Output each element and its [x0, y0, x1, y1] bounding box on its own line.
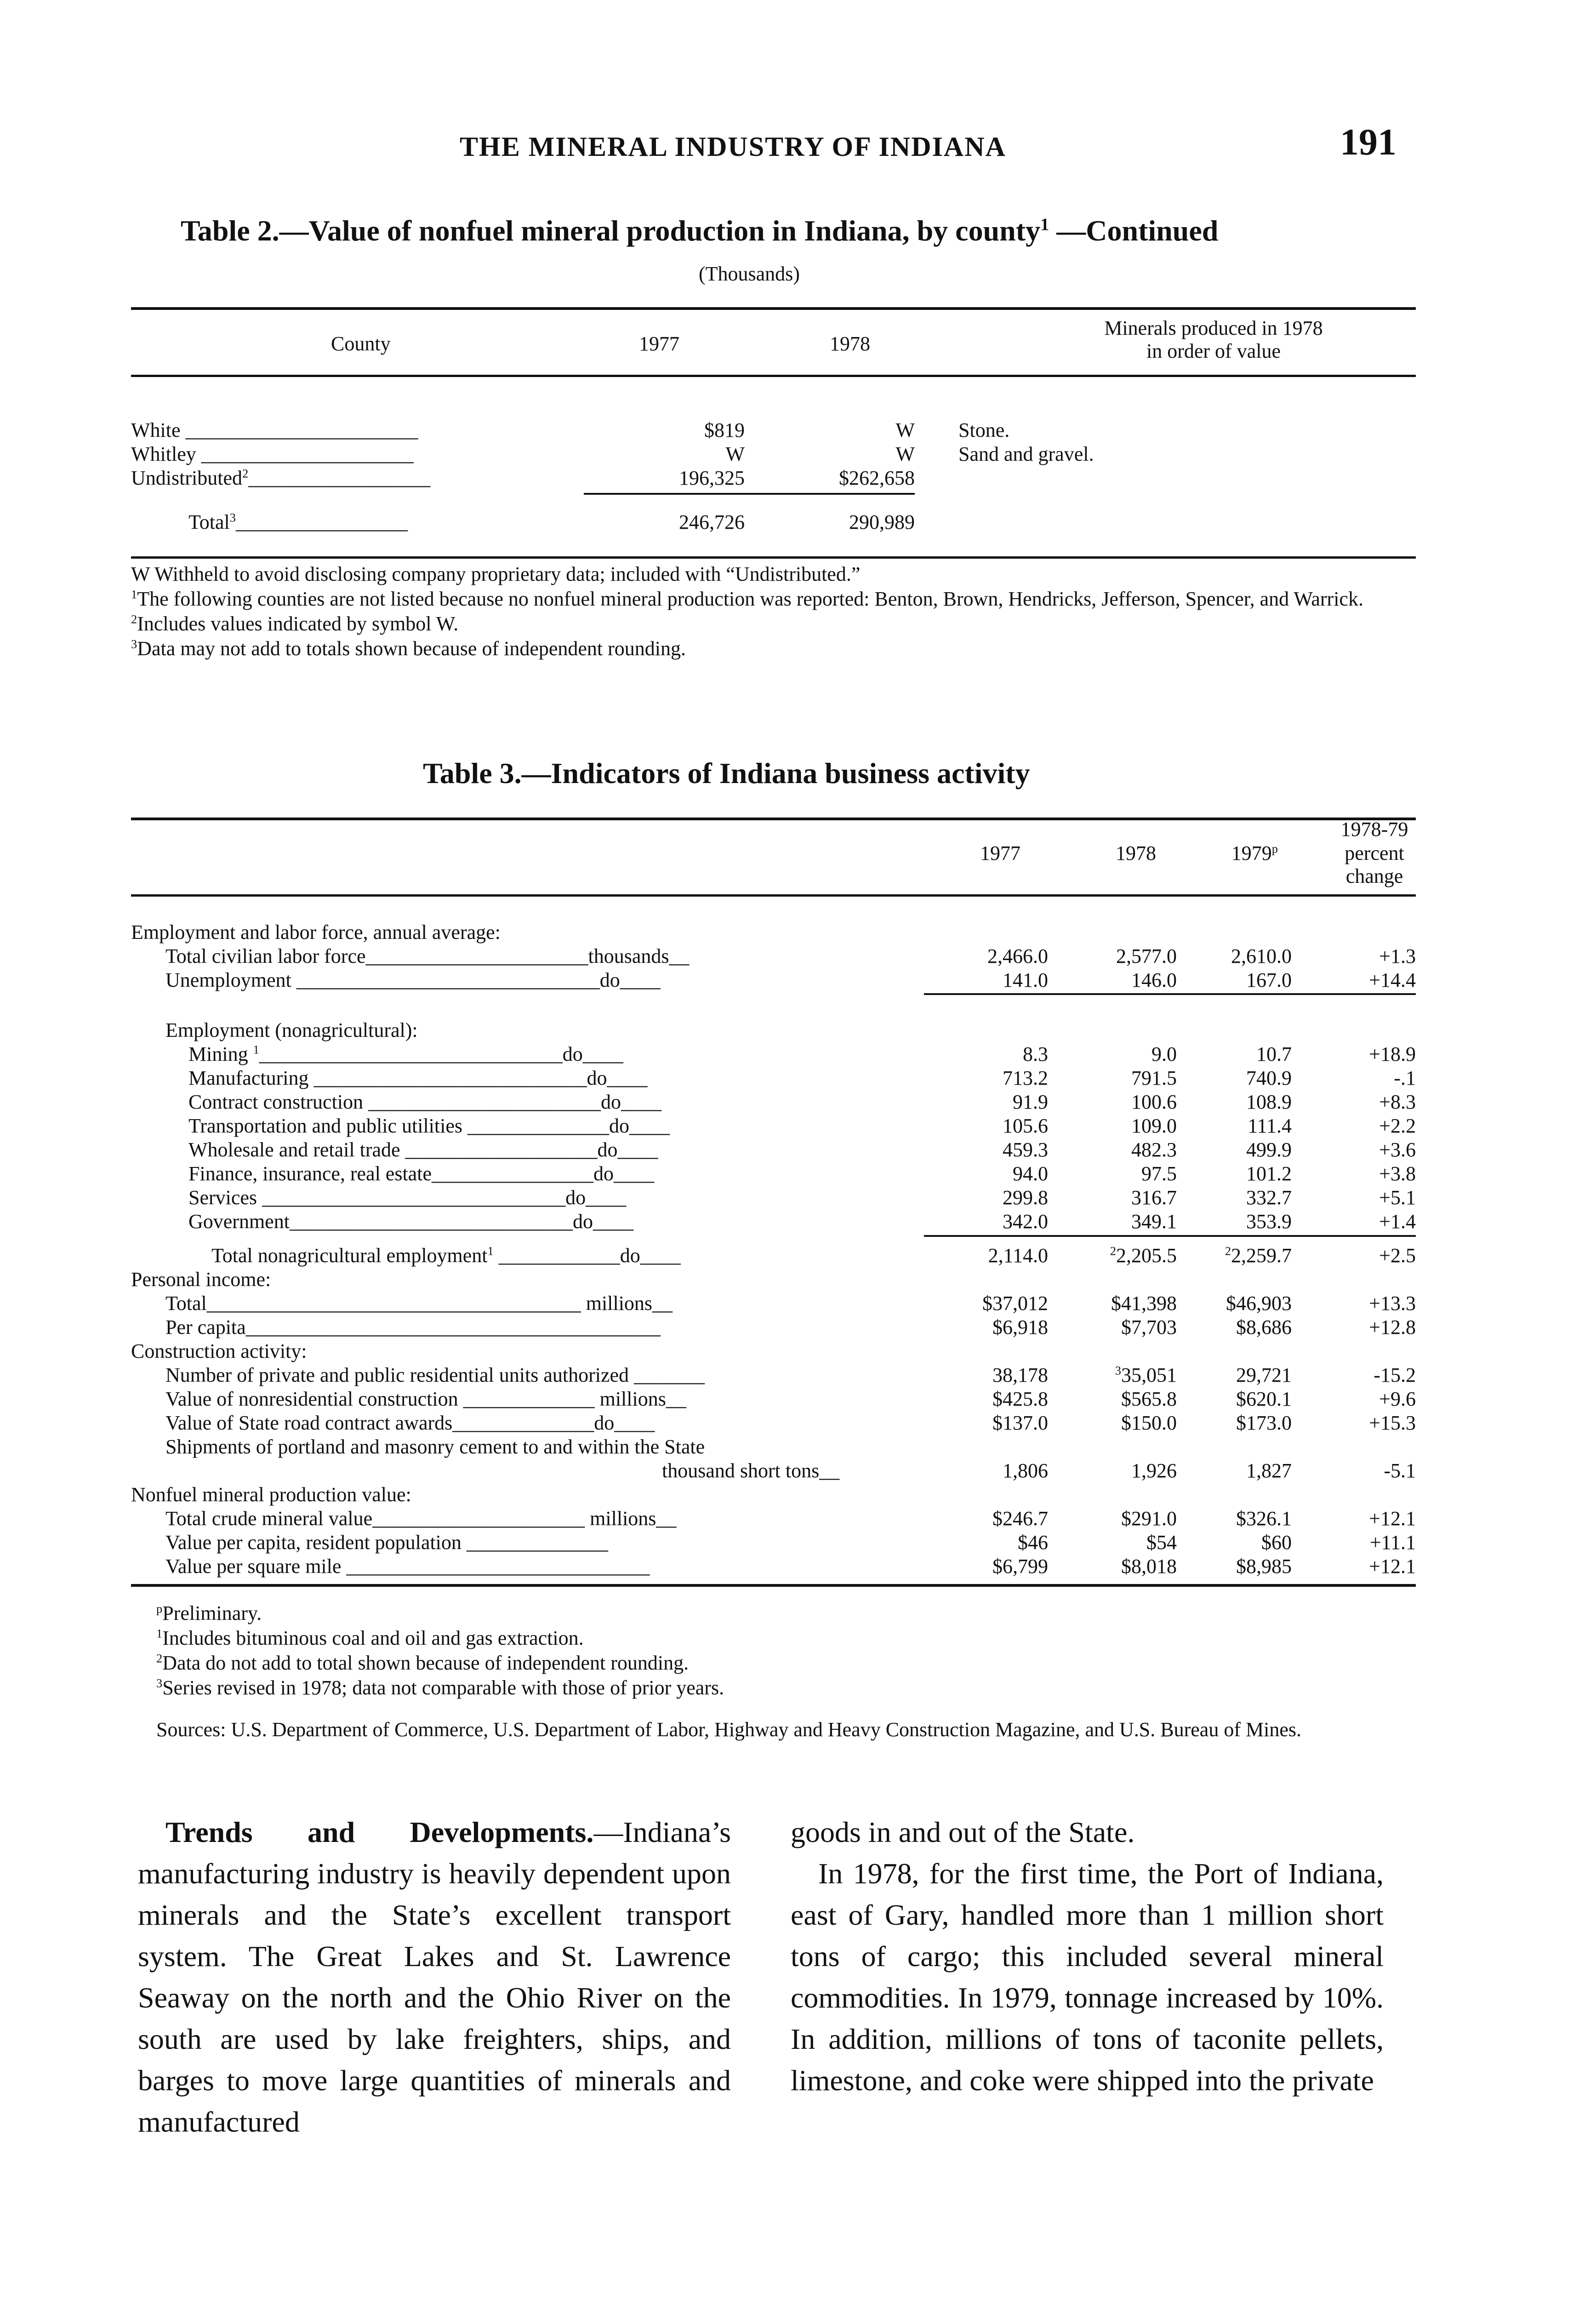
label-text: Value of State road contract awards	[165, 1412, 453, 1434]
value-change: +14.4	[1369, 969, 1416, 991]
footnote-mark: 1	[253, 1042, 259, 1057]
value-1979: 111.4	[1248, 1115, 1292, 1137]
row-label	[165, 1387, 915, 1411]
value-1978	[1053, 1244, 1177, 1268]
value-1978: 1,926	[1131, 1459, 1177, 1482]
footnote-mark: 2	[1110, 1244, 1116, 1258]
row-label	[165, 944, 915, 968]
row-contract-construction	[0, 1090, 1596, 1114]
row-label	[165, 1363, 915, 1387]
value-1979: 1,827	[1246, 1459, 1292, 1482]
footnote-text: Data do not add to total shown because of independent rounding.	[162, 1652, 689, 1674]
section-employment-nonag: Employment (nonagricultural):	[165, 1019, 418, 1041]
leader-dots: _________________________________________	[245, 1316, 661, 1338]
value-1978: 9.0	[1151, 1043, 1177, 1065]
value-1979: 332.7	[1246, 1186, 1292, 1209]
row-manufacturing	[0, 1066, 1596, 1090]
value-change: +15.3	[1369, 1412, 1416, 1434]
table2-header-1977: 1977	[639, 332, 679, 355]
value-1977: 105.6	[1003, 1115, 1048, 1137]
unit-text: millions__	[599, 1388, 686, 1410]
total-label: Total	[188, 511, 230, 533]
value-1977: 2,466.0	[987, 945, 1048, 967]
unit-text: do____	[562, 1043, 623, 1065]
leader-dots: ______________________	[365, 945, 588, 967]
label-text: Total civilian labor force	[165, 945, 366, 967]
label-text: Per capita	[165, 1316, 246, 1338]
value-change: -15.2	[1374, 1364, 1416, 1386]
unit-text: do____	[572, 1210, 633, 1233]
value-change: +2.2	[1379, 1115, 1416, 1137]
footnote-text: Series revised in 1978; data not comparable with those of prior years.	[162, 1676, 724, 1699]
value-1978: 2,577.0	[1116, 945, 1177, 967]
label-text: Manufacturing	[188, 1067, 309, 1089]
table3-title: Table 3.—Indicators of Indiana business activity	[423, 757, 1030, 789]
label-text: Transportation and public utilities	[188, 1115, 462, 1137]
table2-title-suffix: —Continued	[1049, 214, 1219, 247]
value-text: 35,051	[1121, 1364, 1177, 1386]
footnote-text: Preliminary.	[162, 1602, 262, 1624]
footnote-mark: 2	[131, 612, 137, 626]
table3-subtotal-rule-1	[924, 993, 1416, 995]
page-number: 191	[1340, 121, 1396, 163]
value-1977: $6,799	[992, 1555, 1048, 1578]
value-change: +13.3	[1369, 1292, 1416, 1315]
row-residential-units	[0, 1363, 1596, 1387]
unit-text: do____	[620, 1244, 681, 1267]
value-1978: $8,018	[1121, 1555, 1177, 1578]
footnote-mark: 1	[131, 587, 137, 601]
table3-bottom-rule	[131, 1584, 1416, 1587]
value-1979: $620.1	[1236, 1388, 1292, 1410]
value-1977: 94.0	[1013, 1162, 1048, 1185]
label-text: Total	[165, 1292, 207, 1315]
table2-undistributed-1977: 196,325	[679, 467, 745, 489]
label-text: Total crude mineral value	[165, 1507, 373, 1530]
leader-dots: ______________________________	[346, 1555, 650, 1578]
value-1977: 342.0	[1003, 1210, 1048, 1233]
leader-dots: _______________________	[368, 1091, 601, 1113]
footnote-text: W Withheld to avoid disclosing company proprietary data; included with “Undistributed.”	[131, 563, 861, 585]
leader-dots: ________________	[431, 1162, 593, 1185]
footnote-mark: 2	[1225, 1244, 1231, 1258]
leader-dots: __________________	[248, 467, 431, 489]
table2-top-rule	[131, 307, 1416, 310]
value-1977: $425.8	[992, 1388, 1048, 1410]
table3-header-1978: 1978	[1116, 842, 1156, 864]
label-text: Value of nonresidential construction	[165, 1388, 458, 1410]
table2-header-1978: 1978	[830, 332, 870, 355]
table3-subtotal-rule-2	[924, 1235, 1416, 1237]
table3-footnote-2	[156, 1651, 1416, 1676]
table2-header-minerals-2: in order of value	[1146, 340, 1281, 362]
table2-undistributed-1978: $262,658	[839, 467, 915, 489]
value-1978: $150.0	[1121, 1412, 1177, 1434]
row-total-nonag	[0, 1244, 1596, 1268]
footnote-text: The following counties are not listed because no nonfuel mineral production was reported: Benton, Brown, Hendricks, Jefferson, Spencer, and Warrick.	[137, 588, 1363, 610]
row-label: thousand short tons__	[662, 1459, 840, 1482]
row-nonresidential	[0, 1387, 1596, 1411]
value-1977: 141.0	[1003, 969, 1048, 991]
value-change: -.1	[1394, 1067, 1416, 1089]
footnote-mark: p	[1271, 841, 1278, 856]
value-change: -5.1	[1384, 1459, 1416, 1482]
label-text: Government	[188, 1210, 290, 1233]
footnote-mark: 3	[1115, 1363, 1121, 1378]
table2-header-rule	[131, 375, 1416, 377]
table2-row-white	[131, 418, 581, 442]
table3-header-change-1: 1978-79	[1340, 818, 1408, 841]
row-road-contracts	[0, 1411, 1596, 1435]
row-wholesale	[0, 1138, 1596, 1162]
value-1979: 499.9	[1246, 1138, 1292, 1161]
leader-dots: _____________________	[372, 1507, 585, 1530]
leader-dots: _________________	[236, 511, 408, 533]
table2-header-county: County	[331, 332, 391, 355]
row-label	[188, 1114, 915, 1138]
footnote-mark: 2	[242, 466, 249, 480]
footnote-mark: 3	[131, 637, 137, 651]
value-1979: 29,721	[1236, 1364, 1292, 1386]
row-labor-force	[0, 944, 1596, 968]
value-text: 2,259.7	[1231, 1244, 1292, 1267]
leader-dots: ______________________________	[262, 1186, 566, 1209]
row-label	[188, 1210, 915, 1234]
row-label	[165, 1315, 915, 1339]
value-1978: 316.7	[1131, 1186, 1177, 1209]
value-1979: $60	[1261, 1531, 1292, 1554]
body-column-1	[138, 1812, 731, 2143]
table2-row-total	[188, 510, 584, 534]
table2-row-undistributed	[131, 466, 581, 490]
value-1977: 2,114.0	[988, 1244, 1048, 1267]
header-1979-text: 1979	[1231, 842, 1272, 864]
value-1979: 167.0	[1246, 969, 1292, 991]
footnote-mark: 1	[156, 1626, 163, 1641]
value-change: +9.6	[1379, 1388, 1416, 1410]
table3-header-rule	[131, 894, 1416, 897]
value-change: +12.8	[1369, 1316, 1416, 1338]
leader-dots: _____________________	[201, 443, 414, 465]
unit-text: do____	[609, 1115, 670, 1137]
table2-footnote-1	[131, 587, 1418, 612]
value-1978: $7,703	[1121, 1316, 1177, 1338]
table2-title	[181, 214, 1218, 248]
row-services	[0, 1186, 1596, 1210]
value-1979: $8,985	[1236, 1555, 1292, 1578]
row-label	[211, 1244, 915, 1268]
table2-whitley-1978: W	[895, 443, 915, 465]
value-1979: 2,610.0	[1231, 945, 1292, 967]
footnote-text: Includes values indicated by symbol W.	[137, 612, 459, 635]
row-value-per-capita	[0, 1531, 1596, 1555]
table3-footnotes	[156, 1601, 1416, 1700]
label-text: Total nonagricultural employment	[211, 1244, 488, 1267]
unit-text: do____	[587, 1067, 648, 1089]
value-1978: $54	[1146, 1531, 1177, 1554]
table3-footnote-p	[156, 1601, 1416, 1626]
value-1977: $137.0	[992, 1412, 1048, 1434]
row-value-per-sq-mile	[0, 1555, 1596, 1578]
footnote-text: Includes bituminous coal and oil and gas extraction.	[162, 1627, 584, 1649]
body-column-2	[791, 1812, 1384, 2101]
paragraph-text: In 1978, for the first time, the Port of Indiana, east of Gary, handled more than 1 million short tons of cargo; this included several mineral commodities. In 1979, tonnage increased by 10%. In addition, millions of tons of taconite pellets, limestone, and coke were shipped into the private	[791, 1857, 1384, 2097]
row-cement	[0, 1459, 1596, 1483]
value-1977: 299.8	[1003, 1186, 1048, 1209]
value-1979: $173.0	[1236, 1412, 1292, 1434]
table2-footnote-w	[131, 562, 1418, 587]
table2-whitley-minerals: Sand and gravel.	[958, 443, 1094, 465]
row-transportation	[0, 1114, 1596, 1138]
value-1978: $291.0	[1121, 1507, 1177, 1530]
county-name: White	[131, 419, 181, 441]
value-1978: 791.5	[1131, 1067, 1177, 1089]
table3-footnote-3	[156, 1676, 1416, 1700]
table2-header-minerals-1: Minerals produced in 1978	[1104, 317, 1323, 339]
label-text: Mining	[188, 1043, 248, 1065]
leader-dots: _____________	[463, 1388, 595, 1410]
label-text: Number of private and public residential units authorized	[165, 1364, 629, 1386]
table3-footnote-1	[156, 1626, 1416, 1651]
section-personal-income: Personal income:	[131, 1268, 271, 1291]
label-text: Unemployment	[165, 969, 291, 991]
leader-dots: _____________________________________	[206, 1292, 581, 1315]
table2-title-text: Table 2.—Value of nonfuel mineral production in Indiana, by county	[181, 214, 1041, 247]
leader-dots: ______________________________	[296, 969, 600, 991]
value-change: +3.8	[1379, 1162, 1416, 1185]
row-unemployment	[0, 968, 1596, 992]
unit-text: do____	[597, 1138, 658, 1161]
footnote-mark: 3	[229, 510, 236, 525]
value-1977: 713.2	[1003, 1067, 1048, 1089]
footnote-text: Data may not add to totals shown because of independent rounding.	[137, 637, 686, 660]
table3-top-rule	[131, 818, 1416, 820]
unit-text: millions__	[586, 1292, 673, 1315]
leader-dots: ______________	[452, 1412, 594, 1434]
row-label	[165, 1411, 915, 1435]
table2-footnotes	[131, 562, 1418, 661]
row-cement-label-line1: Shipments of portland and masonry cement to and within the State	[165, 1435, 705, 1458]
value-1977: 8.3	[1023, 1043, 1048, 1065]
table3-header-change-3: change	[1345, 865, 1403, 887]
table3-header-change-2: percent	[1345, 842, 1404, 864]
row-label	[188, 1138, 915, 1162]
table2-total-1978: 290,989	[849, 511, 915, 533]
value-change: +12.1	[1369, 1507, 1416, 1530]
value-1977: $46	[1018, 1531, 1048, 1554]
unit-text: millions__	[590, 1507, 677, 1530]
table2-subtitle: (Thousands)	[699, 263, 800, 285]
value-1978: 109.0	[1131, 1115, 1177, 1137]
unit-text: do____	[594, 1412, 655, 1434]
row-label	[188, 1186, 915, 1210]
value-change: +18.9	[1369, 1043, 1416, 1065]
paragraph-continuation: goods in and out of the State.	[791, 1816, 1135, 1848]
table3-sources: Sources: U.S. Department of Commerce, U.S. Department of Labor, Highway and Heavy Construction Magazine, and U.S. Bureau of Mines.	[156, 1718, 1301, 1741]
table2-white-minerals: Stone.	[958, 419, 1010, 441]
table3-header-1977: 1977	[980, 842, 1020, 864]
leader-dots: ___________________	[405, 1138, 598, 1161]
county-name: Whitley	[131, 443, 196, 465]
unit-text: do____	[599, 969, 661, 991]
value-1979: 353.9	[1246, 1210, 1292, 1233]
value-1978: $565.8	[1121, 1388, 1177, 1410]
row-label	[188, 1162, 915, 1186]
label-text: Finance, insurance, real estate	[188, 1162, 432, 1185]
value-1979: $326.1	[1236, 1507, 1292, 1530]
unit-text: thousands__	[588, 945, 690, 967]
row-crude-mineral	[0, 1507, 1596, 1531]
leader-dots: ______________	[466, 1531, 608, 1554]
value-1977: 1,806	[1003, 1459, 1048, 1482]
row-label	[165, 968, 915, 992]
footnote-mark: 2	[156, 1651, 163, 1665]
value-1977: 38,178	[992, 1364, 1048, 1386]
section-heading: Trends and Developments.	[165, 1816, 594, 1848]
value-1978: 349.1	[1131, 1210, 1177, 1233]
leader-dots: ______________	[467, 1115, 609, 1137]
running-title: THE MINERAL INDUSTRY OF INDIANA	[460, 132, 1006, 162]
row-label	[165, 1507, 915, 1531]
table2-title-sup: 1	[1040, 215, 1049, 234]
table2-total-rule	[584, 493, 915, 495]
table2-footnote-3	[131, 636, 1418, 661]
row-income-total	[0, 1292, 1596, 1315]
value-1977: $37,012	[982, 1292, 1048, 1315]
row-mining	[0, 1042, 1596, 1066]
row-finance	[0, 1162, 1596, 1186]
value-change: +5.1	[1379, 1186, 1416, 1209]
value-1979: 740.9	[1246, 1067, 1292, 1089]
row-label	[188, 1042, 915, 1066]
section-employment-labor: Employment and labor force, annual average:	[131, 921, 501, 944]
value-1979	[1168, 1244, 1292, 1268]
value-1978: $41,398	[1111, 1292, 1177, 1315]
table2-white-1977: $819	[704, 419, 745, 441]
value-change: +1.4	[1379, 1210, 1416, 1233]
label-text: Value per square mile	[165, 1555, 342, 1578]
footnote-mark: 3	[156, 1676, 163, 1690]
leader-dots: ___________________________	[314, 1067, 587, 1089]
value-1979: $8,686	[1236, 1316, 1292, 1338]
value-change: +8.3	[1379, 1091, 1416, 1113]
table2-whitley-1977: W	[725, 443, 745, 465]
table2-footnote-2	[131, 612, 1418, 636]
value-1979: $46,903	[1226, 1292, 1292, 1315]
section-nonfuel: Nonfuel mineral production value:	[131, 1483, 411, 1506]
value-1978: 100.6	[1131, 1091, 1177, 1113]
row-per-capita	[0, 1315, 1596, 1339]
row-label	[188, 1066, 915, 1090]
value-1977: $6,918	[992, 1316, 1048, 1338]
county-name: Undistributed	[131, 467, 242, 489]
row-label	[165, 1555, 915, 1578]
value-1977: $246.7	[992, 1507, 1048, 1530]
value-change: +2.5	[1379, 1244, 1416, 1267]
unit-text: do____	[593, 1162, 654, 1185]
footnote-mark: p	[156, 1601, 163, 1616]
table2-bottom-rule	[131, 556, 1416, 559]
value-1977: 459.3	[1003, 1138, 1048, 1161]
row-label	[188, 1090, 915, 1114]
unit-text: do____	[565, 1186, 627, 1209]
value-change: +3.6	[1379, 1138, 1416, 1161]
row-government	[0, 1210, 1596, 1234]
row-label	[165, 1531, 915, 1555]
unit-text: do____	[601, 1091, 662, 1113]
value-1978: 97.5	[1141, 1162, 1177, 1185]
value-1978: 482.3	[1131, 1138, 1177, 1161]
label-text: Value per capita, resident population	[165, 1531, 462, 1554]
row-label	[165, 1292, 915, 1315]
value-change: +12.1	[1369, 1555, 1416, 1578]
table2-row-whitley	[131, 442, 581, 466]
table2-total-1977: 246,726	[679, 511, 745, 533]
value-1978	[1053, 1363, 1177, 1387]
section-construction: Construction activity:	[131, 1340, 307, 1362]
value-change: +11.1	[1369, 1531, 1416, 1554]
value-1978: 146.0	[1131, 969, 1177, 991]
leader-dots: _______________________	[185, 419, 418, 441]
value-text: 2,205.5	[1116, 1244, 1177, 1267]
value-change: +1.3	[1379, 945, 1416, 967]
footnote-mark: 1	[487, 1244, 494, 1258]
leader-dots: ____________	[498, 1244, 620, 1267]
table2-white-1978: W	[895, 419, 915, 441]
leader-dots: ______________________________	[259, 1043, 563, 1065]
label-text: Services	[188, 1186, 257, 1209]
table3-header-1979	[1195, 841, 1278, 865]
leader-dots: ____________________________	[289, 1210, 573, 1233]
label-text: Wholesale and retail trade	[188, 1138, 400, 1161]
value-1979: 108.9	[1246, 1091, 1292, 1113]
paragraph-text: —Indiana’s manufacturing industry is heavily dependent upon minerals and the State’s excellent transport system. The Great Lakes and St. Lawrence Seaway on the north and the Ohio River on the south are used by lake freighters, ships, and barges to move large quantities of minerals and manufactured	[138, 1816, 731, 2138]
value-1979: 10.7	[1256, 1043, 1292, 1065]
value-1977: 91.9	[1013, 1091, 1048, 1113]
label-text: Contract construction	[188, 1091, 364, 1113]
leader-dots: _______	[634, 1364, 705, 1386]
value-1979: 101.2	[1246, 1162, 1292, 1185]
